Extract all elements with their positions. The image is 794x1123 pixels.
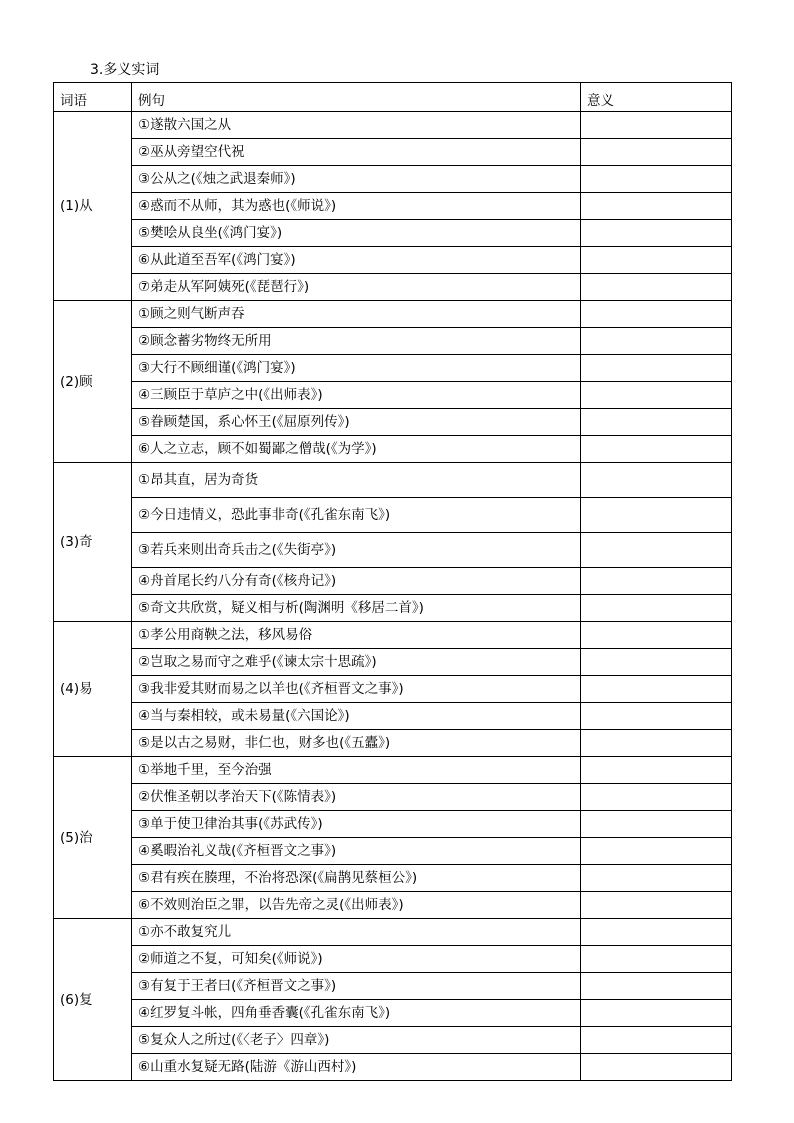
meaning-cell[interactable] xyxy=(581,622,732,649)
word-cell: (3)奇 xyxy=(54,463,132,622)
example-cell: ①举地千里，至今治强 xyxy=(132,757,581,784)
meaning-cell[interactable] xyxy=(581,498,732,533)
table-row xyxy=(54,811,732,838)
table-row xyxy=(54,892,732,919)
meaning-cell[interactable] xyxy=(581,946,732,973)
example-cell: ④红罗复斗帐，四角垂香囊(《孔雀东南飞》) xyxy=(132,1000,581,1027)
meaning-cell[interactable] xyxy=(581,973,732,1000)
vocab-table xyxy=(53,82,732,1081)
table-row xyxy=(54,784,732,811)
meaning-cell[interactable] xyxy=(581,838,732,865)
table-row xyxy=(54,498,732,533)
table-row xyxy=(54,166,732,193)
example-cell: ④当与秦相较，或未易量(《六国论》) xyxy=(132,703,581,730)
example-cell: ④奚暇治礼义哉(《齐桓晋文之事》) xyxy=(132,838,581,865)
header-meaning: 意义 xyxy=(581,83,732,112)
table-row xyxy=(54,919,732,946)
example-cell: ⑦弟走从军阿姨死(《琵琶行》) xyxy=(132,274,581,301)
meaning-cell[interactable] xyxy=(581,676,732,703)
example-cell: ②师道之不复，可知矣(《师说》) xyxy=(132,946,581,973)
example-cell: ②顾念蓄劣物终无所用 xyxy=(132,328,581,355)
example-cell: ⑥人之立志，顾不如蜀鄙之僧哉(《为学》) xyxy=(132,436,581,463)
table-row xyxy=(54,730,732,757)
table-body xyxy=(54,83,732,1081)
example-cell: ③有复于王者曰(《齐桓晋文之事》) xyxy=(132,973,581,1000)
word-cell: (6)复 xyxy=(54,919,132,1081)
meaning-cell[interactable] xyxy=(581,1054,732,1081)
meaning-cell[interactable] xyxy=(581,533,732,568)
table-row xyxy=(54,220,732,247)
table-row xyxy=(54,649,732,676)
table-row xyxy=(54,1054,732,1081)
meaning-cell[interactable] xyxy=(581,1000,732,1027)
header-word: 词语 xyxy=(54,83,132,112)
table-row xyxy=(54,301,732,328)
meaning-cell[interactable] xyxy=(581,463,732,498)
example-cell: ③单于使卫律治其事(《苏武传》) xyxy=(132,811,581,838)
meaning-cell[interactable] xyxy=(581,703,732,730)
meaning-cell[interactable] xyxy=(581,328,732,355)
meaning-cell[interactable] xyxy=(581,568,732,595)
example-cell: ⑤是以古之易财，非仁也，财多也(《五蠹》) xyxy=(132,730,581,757)
meaning-cell[interactable] xyxy=(581,730,732,757)
example-cell: ①顾之则气断声吞 xyxy=(132,301,581,328)
table-row xyxy=(54,1027,732,1054)
table-row xyxy=(54,274,732,301)
word-cell: (5)治 xyxy=(54,757,132,919)
meaning-cell[interactable] xyxy=(581,649,732,676)
example-cell: ⑤奇文共欣赏，疑义相与析(陶渊明《移居二首》) xyxy=(132,595,581,622)
meaning-cell[interactable] xyxy=(581,220,732,247)
meaning-cell[interactable] xyxy=(581,757,732,784)
table-row xyxy=(54,1000,732,1027)
table-row xyxy=(54,973,732,1000)
meaning-cell[interactable] xyxy=(581,811,732,838)
meaning-cell[interactable] xyxy=(581,409,732,436)
meaning-cell[interactable] xyxy=(581,784,732,811)
example-cell: ⑤樊哙从良坐(《鸿门宴》) xyxy=(132,220,581,247)
table-row xyxy=(54,568,732,595)
word-cell: (2)顾 xyxy=(54,301,132,463)
meaning-cell[interactable] xyxy=(581,139,732,166)
example-cell: ⑤君有疾在腠理，不治将恐深(《扁鹊见蔡桓公》) xyxy=(132,865,581,892)
example-cell: ①孝公用商鞅之法，移风易俗 xyxy=(132,622,581,649)
table-row xyxy=(54,757,732,784)
table-row xyxy=(54,355,732,382)
example-cell: ①亦不敢复究儿 xyxy=(132,919,581,946)
section-title: 3.多义实词 xyxy=(90,62,160,78)
table-row xyxy=(54,409,732,436)
example-cell: ④惑而不从师，其为惑也(《师说》) xyxy=(132,193,581,220)
meaning-cell[interactable] xyxy=(581,166,732,193)
example-cell: ⑤复众人之所过(《〈老子〉四章》) xyxy=(132,1027,581,1054)
meaning-cell[interactable] xyxy=(581,382,732,409)
example-cell: ④舟首尾长约八分有奇(《核舟记》) xyxy=(132,568,581,595)
meaning-cell[interactable] xyxy=(581,436,732,463)
example-cell: ②岂取之易而守之难乎(《谏太宗十思疏》) xyxy=(132,649,581,676)
meaning-cell[interactable] xyxy=(581,1027,732,1054)
meaning-cell[interactable] xyxy=(581,112,732,139)
table-row xyxy=(54,193,732,220)
table-row xyxy=(54,946,732,973)
table-row xyxy=(54,436,732,463)
example-cell: ⑥从此道至吾军(《鸿门宴》) xyxy=(132,247,581,274)
meaning-cell[interactable] xyxy=(581,892,732,919)
example-cell: ①遂散六国之从 xyxy=(132,112,581,139)
table-row xyxy=(54,703,732,730)
table-row xyxy=(54,838,732,865)
meaning-cell[interactable] xyxy=(581,919,732,946)
table-row xyxy=(54,112,732,139)
table-row xyxy=(54,247,732,274)
example-cell: ②巫从旁望空代祝 xyxy=(132,139,581,166)
example-cell: ①昂其直，居为奇货 xyxy=(132,463,581,498)
meaning-cell[interactable] xyxy=(581,274,732,301)
meaning-cell[interactable] xyxy=(581,865,732,892)
table-row xyxy=(54,865,732,892)
example-cell: ②伏惟圣朝以孝治天下(《陈情表》) xyxy=(132,784,581,811)
header-example: 例句 xyxy=(132,83,581,112)
example-cell: ⑥不效则治臣之罪，以告先帝之灵(《出师表》) xyxy=(132,892,581,919)
example-cell: ③若兵来则出奇兵击之(《失街亭》) xyxy=(132,533,581,568)
meaning-cell[interactable] xyxy=(581,355,732,382)
meaning-cell[interactable] xyxy=(581,301,732,328)
example-cell: ③大行不顾细谨(《鸿门宴》) xyxy=(132,355,581,382)
table-row xyxy=(54,595,732,622)
word-cell: (1)从 xyxy=(54,112,132,301)
table-row xyxy=(54,463,732,498)
meaning-cell[interactable] xyxy=(581,247,732,274)
example-cell: ②今日违情义，恐此事非奇(《孔雀东南飞》) xyxy=(132,498,581,533)
meaning-cell[interactable] xyxy=(581,595,732,622)
example-cell: ④三顾臣于草庐之中(《出师表》) xyxy=(132,382,581,409)
table-row xyxy=(54,622,732,649)
example-cell: ⑥山重水复疑无路(陆游《游山西村》) xyxy=(132,1054,581,1081)
table-row xyxy=(54,139,732,166)
header-row xyxy=(54,83,732,112)
word-cell: (4)易 xyxy=(54,622,132,757)
table-row xyxy=(54,676,732,703)
table-row xyxy=(54,382,732,409)
example-cell: ③我非爱其财而易之以羊也(《齐桓晋文之事》) xyxy=(132,676,581,703)
meaning-cell[interactable] xyxy=(581,193,732,220)
example-cell: ③公从之(《烛之武退秦师》) xyxy=(132,166,581,193)
example-cell: ⑤眷顾楚国，系心怀王(《屈原列传》) xyxy=(132,409,581,436)
table-row xyxy=(54,533,732,568)
table-row xyxy=(54,328,732,355)
